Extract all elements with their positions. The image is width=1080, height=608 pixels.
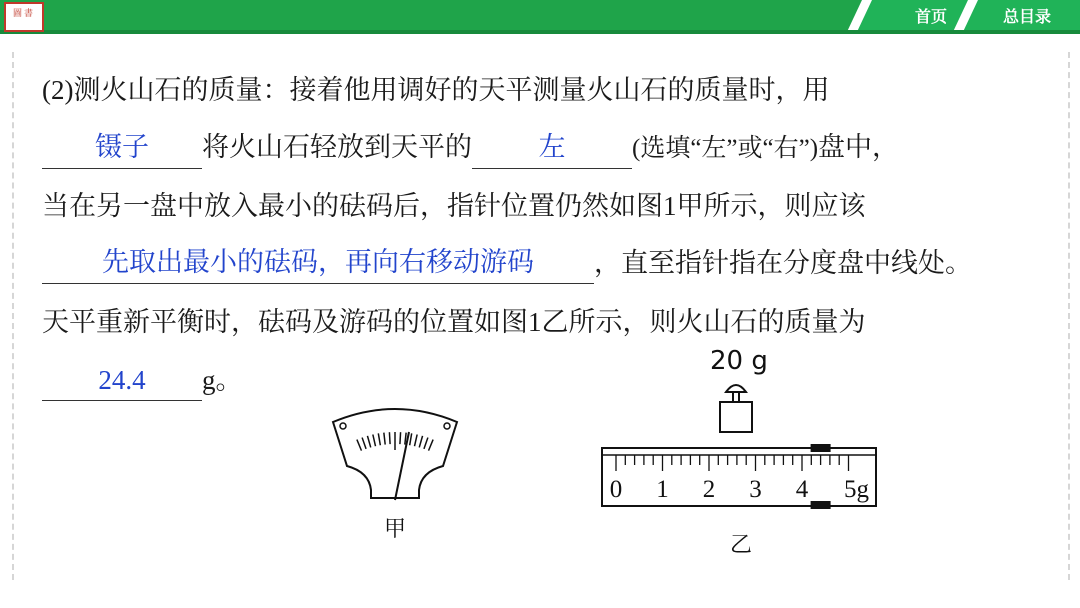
question-text-3b: 甲所示，则应该	[676, 191, 866, 222]
question-text-4: ，直至指针指在分度盘中线处。	[594, 248, 972, 279]
figure-jia-dial	[325, 402, 465, 512]
weight-label: 20 g	[710, 346, 768, 376]
question-line-1	[42, 70, 829, 110]
question-line-4	[42, 244, 972, 284]
question-text-1: 测火山石的质量：接着他用调好的天平测量火山石的质量时，用	[73, 75, 830, 106]
answer-mass: 24.4	[98, 365, 146, 395]
scale-number: 0	[609, 476, 623, 503]
question-choice-hint: (选填“左”或“右”)	[632, 135, 819, 162]
figure-number-1: 1	[663, 191, 677, 221]
scale-unit-label: 5g	[844, 476, 869, 503]
dial-tick	[389, 432, 390, 444]
answer-operation: 先取出最小的砝码，再向右移动游码	[102, 247, 534, 278]
answer-tweezers: 镊子	[95, 132, 149, 163]
scale-number: 1	[656, 476, 669, 503]
figure-jia-label: 甲	[384, 517, 407, 542]
answer-blank-1	[42, 134, 202, 169]
logo-text: 圖書	[12, 9, 35, 19]
question-text-5b: 乙所示，则火山石的质量为	[541, 307, 866, 338]
question-text-2: 将火山石轻放到天平的	[202, 132, 472, 163]
answer-blank-2	[472, 134, 632, 169]
weight-block	[720, 402, 752, 432]
question-line-6	[42, 360, 243, 400]
scale-number: 2	[702, 476, 716, 503]
answer-blank-4	[42, 366, 202, 401]
scale-number: 4	[795, 476, 809, 503]
question-line-2	[42, 128, 899, 168]
publisher-logo	[4, 2, 44, 32]
weight-knob	[726, 385, 746, 392]
question-text-3a: 当在另一盘中放入最小的砝码后，指针位置仍然如图	[42, 191, 663, 222]
question-text-2-end: 盘中，	[818, 132, 900, 163]
beam-outline	[602, 448, 876, 506]
figure-yi-scale	[596, 376, 886, 516]
scale-number: 3	[749, 476, 762, 503]
question-line-5	[42, 302, 866, 342]
dial-tick	[400, 432, 401, 444]
question-line-3	[42, 186, 866, 226]
mass-unit: g。	[202, 365, 243, 395]
rider-top	[811, 444, 831, 452]
home-button[interactable]: 首页	[914, 7, 947, 26]
figure-yi-label: 乙	[730, 533, 753, 558]
answer-blank-3	[42, 249, 594, 284]
dial-plate	[333, 409, 457, 498]
question-number: (2)	[42, 75, 74, 105]
rider-bottom	[811, 501, 831, 509]
weight-neck	[733, 392, 739, 402]
top-header-bar	[0, 0, 1080, 34]
figure-number-2: 1	[528, 307, 542, 337]
answer-left: 左	[538, 132, 566, 163]
table-of-contents-button[interactable]: 总目录	[1002, 7, 1051, 26]
question-text-5a: 天平重新平衡时，砝码及游码的位置如图	[42, 307, 528, 338]
